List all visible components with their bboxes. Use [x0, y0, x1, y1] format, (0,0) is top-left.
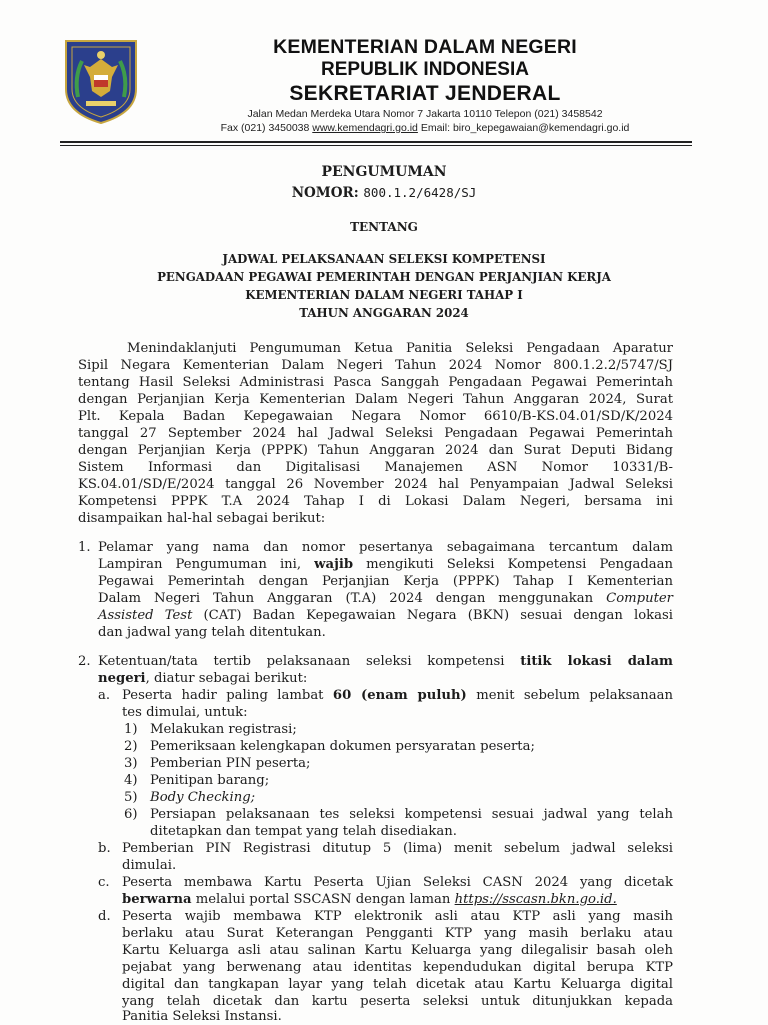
announcement-tentang: TENTANG	[350, 220, 418, 234]
announcement-title-line: PENGADAAN PEGAWAI PEMERINTAH DENGAN PERJANJIAN KERJA	[157, 270, 611, 284]
announcement-number-label: NOMOR:	[291, 185, 359, 201]
letterhead-divider-thin	[60, 145, 692, 146]
item2d-line: yang telah dicetak dan kartu peserta seleksi untuk ditunjukkan kepada	[122, 994, 673, 1009]
sub-item-text: Pemeriksaan kelengkapan dokumen persyaratan peserta;	[150, 739, 535, 754]
intro-paragraph-line: KS.04.01/SD/E/2024 tanggal 26 November 2024 hal Penyampaian Jadwal Seleksi	[78, 477, 673, 492]
letterhead-email-label: Email:	[420, 122, 451, 134]
sub-item-number: 5)	[124, 790, 138, 805]
item2c-line: berwarna melalui portal SSCASN dengan laman https://sscasn.bkn.go.id.	[122, 892, 617, 907]
sub-item-number: 3)	[124, 756, 138, 771]
sub-item-text: Melakukan registrasi;	[150, 722, 297, 737]
announcement-title-line: KEMENTERIAN DALAM NEGERI TAHAP I	[245, 288, 523, 302]
item1-line: dan jadwal yang telah ditentukan.	[98, 625, 326, 640]
letterhead-divider-thick	[60, 141, 692, 143]
list-item-letter: b.	[98, 841, 111, 856]
list-item-number: 1.	[78, 540, 91, 555]
item2d-line: Peserta wajib membawa KTP elektronik asli atau KTP asli yang masih	[122, 909, 673, 924]
announcement-number-value: 800.1.2/6428/SJ	[363, 185, 477, 200]
announcement-number	[0, 185, 768, 201]
intro-paragraph-line: dengan Perjanjian Kerja (PPPK) Tahun Anggaran 2024 dan Surat Deputi Bidang	[78, 443, 673, 458]
announcement-title-line: JADWAL PELAKSANAAN SELEKSI KOMPETENSI	[222, 252, 546, 266]
intro-paragraph-line: disampaikan hal-hal sebagai berikut:	[78, 511, 326, 526]
sub-item-text: Persiapan pelaksanaan tes seleksi kompetensi sesuai jadwal yang telah	[150, 807, 673, 822]
item1-line: Lampiran Pengumuman ini, wajib mengikuti Seleksi Kompetensi Pengadaan	[98, 557, 673, 572]
item2d-line: digital dan tangkapan layar yang telah dicetak atau Kartu Keluarga digital	[122, 977, 673, 992]
sscasn-link[interactable]: https://sscasn.bkn.go.id.	[454, 892, 617, 907]
letterhead-fax: Fax (021) 3450038	[220, 122, 310, 134]
sub-item-text: Penitipan barang;	[150, 773, 270, 788]
item2d-line: Kartu Keluarga asli atau salinan Kartu Keluarga yang dilegalisir basah oleh	[122, 943, 673, 958]
list-item-letter: a.	[98, 688, 111, 703]
announcement-title-line: TAHUN ANGGARAN 2024	[299, 306, 469, 320]
item2a-line: Peserta hadir paling lambat 60 (enam puluh) menit sebelum pelaksanaan	[122, 688, 673, 703]
list-item-letter: c.	[98, 875, 110, 890]
item2d-line: Panitia Seleksi Instansi.	[122, 1009, 282, 1024]
letterhead-address: Jalan Medan Merdeka Utara Nomor 7 Jakarta 10110 Telepon (021) 3458542	[247, 108, 603, 120]
item2b-line: Pemberian PIN Registrasi ditutup 5 (lima) menit sebelum jadwal seleksi	[122, 841, 673, 856]
item2a-line: tes dimulai, untuk:	[122, 705, 248, 720]
emphasis-wajib: wajib	[314, 557, 354, 572]
kemendagri-emblem-logo	[62, 37, 140, 125]
sub-item-text: ditetapkan dan tempat yang telah disediakan.	[150, 824, 457, 839]
item2b-line: dimulai.	[122, 858, 177, 873]
sub-item-text: Pemberian PIN peserta;	[150, 756, 311, 771]
intro-paragraph-line: Kompetensi PPPK T.A 2024 Tahap I di Lokasi Dalam Negeri, bersama ini	[78, 494, 673, 509]
sub-item-number: 1)	[124, 722, 138, 737]
item1-line: Dalam Negeri Tahun Anggaran (T.A) 2024 dengan menggunakan Computer	[98, 591, 673, 606]
list-item-number: 2.	[78, 654, 91, 669]
list-item-letter: d.	[98, 909, 111, 924]
intro-paragraph-line: Sistem Informasi dan Digitalisasi Manajemen ASN Nomor 10331/B-	[78, 460, 673, 475]
letterhead-email: biro_kepegawaian@kemendagri.go.id	[452, 122, 630, 134]
sub-item-number: 2)	[124, 739, 138, 754]
letterhead-country-name: REPUBLIK INDONESIA	[321, 59, 529, 80]
intro-paragraph-line: Plt. Kepala Badan Kepegawaian Negara Nomor 6610/B-KS.04.01/SD/K/2024	[78, 409, 673, 424]
item2-line: Ketentuan/tata tertib pelaksanaan seleksi kompetensi titik lokasi dalam	[98, 654, 673, 669]
item2d-line: pejabat yang berwenang atau identitas kependudukan digital berupa KTP	[122, 960, 673, 975]
intro-paragraph-line: Menindaklanjuti Pengumuman Ketua Panitia Seleksi Pengadaan Aparatur	[127, 341, 673, 356]
item2c-line: Peserta membawa Kartu Peserta Ujian Seleksi CASN 2024 yang dicetak	[122, 875, 673, 890]
item2-line: negeri, diatur sebagai berikut:	[98, 671, 308, 686]
sub-item-text: Body Checking;	[150, 790, 256, 805]
sub-item-number: 6)	[124, 807, 138, 822]
item1-line: Pelamar yang nama dan nomor pesertanya sebagaimana tercantum dalam	[98, 540, 673, 555]
intro-paragraph-line: Sipil Negara Kementerian Dalam Negeri Tahun 2024 Nomor 800.1.2.2/5747/SJ	[78, 358, 673, 373]
item2d-line: berlaku atau Surat Keterangan Pengganti KTP yang masih berlaku atau	[122, 926, 673, 941]
letterhead-website-link[interactable]: www.kemendagri.go.id	[312, 122, 418, 134]
announcement-heading: PENGUMUMAN	[321, 164, 447, 180]
item1-line: Assisted Test (CAT) Badan Kepegawaian Negara (BKN) sesuai dengan lokasi	[98, 608, 673, 623]
letterhead-secretariat-name: SEKRETARIAT JENDERAL	[289, 82, 561, 105]
item1-line: Pegawai Pemerintah dengan Perjanjian Kerja (PPPK) Tahap I Kementerian	[98, 574, 673, 589]
intro-paragraph-line: tentang Hasil Seleksi Administrasi Pasca Sanggah Pengadaan Pegawai Pemerintah	[78, 375, 673, 390]
letterhead-contact	[155, 122, 695, 134]
intro-paragraph-line: tanggal 27 September 2024 hal Jadwal Seleksi Pengadaan Pegawai Pemerintah	[78, 426, 673, 441]
letterhead-ministry-name: KEMENTERIAN DALAM NEGERI	[273, 36, 577, 58]
sub-item-number: 4)	[124, 773, 138, 788]
intro-paragraph-line: dengan Perjanjian Kerja Kementerian Dalam Negeri Tahun Anggaran 2024, Surat	[78, 392, 673, 407]
